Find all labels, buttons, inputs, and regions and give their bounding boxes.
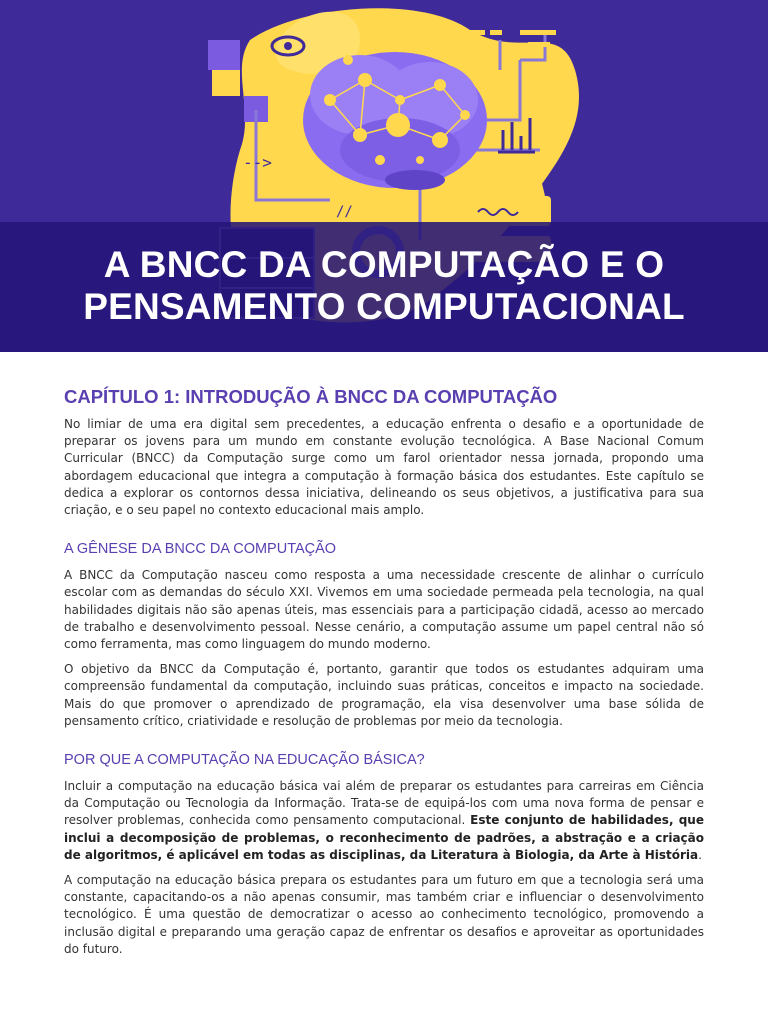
title-line-2: PENSAMENTO COMPUTACIONAL <box>83 286 685 327</box>
section-genese-paragraph-2: O objetivo da BNCC da Computação é, portanto, garantir que todos os estudantes adquiram uma compreensão fundamental da computação, incluindo suas práticas, conceitos e impacto na sociedade. Mais do que promover o aprendizado de programação, ela visa desenvolver uma base sólida de pensamento crítico, criatividade e resolução de problemas por meio da tecnologia. <box>64 662 704 728</box>
paragraph-text: Incluir a computação na educação básica vai além de preparar os estudantes para carreiras em Ciência da Computação ou Tecnologia da Informação. Trata-se de equipá-los com uma nova forma de pensar e resolver problemas, conhecida como pensamento computacional. <box>64 779 704 828</box>
section-porque-paragraph-1 <box>64 778 704 864</box>
svg-text:-->: --> <box>243 153 272 172</box>
page-title <box>0 244 768 328</box>
section-heading-genese: A GÊNESE DA BNCC DA COMPUTAÇÃO <box>64 541 337 558</box>
chapter-title: CAPÍTULO 1: INTRODUÇÃO À BNCC DA COMPUTAÇÃO <box>64 386 558 407</box>
document-body <box>64 384 704 966</box>
bold-highlight: Este conjunto de habilidades, que inclui a decomposição de problemas, o reconhecimento de padrões, a abstração e a criação de algoritmos, é aplicável em todas as disciplinas, da Literatura à Biologia, da Arte à História <box>64 813 704 862</box>
chapter-intro-paragraph: No limiar de uma era digital sem precedentes, a educação enfrenta o desafio e a oportunidade de preparar os jovens para um mundo em constante evolução tecnológica. A Base Nacional Comum Curricular (BNCC) da Computação surge como um farol orientador nessa jornada, propondo uma abordagem educacional que integra a computação à formação básica dos estudantes. Este capítulo se dedica a explorar os contornos dessa iniciativa, delineando os seus objetivos, a justificativa para sua criação, e o seu papel no contexto educacional mais amplo. <box>64 417 704 518</box>
section-porque-paragraph-2: A computação na educação básica prepara os estudantes para um futuro em que a tecnologia será uma constante, capacitando-os a não apenas consumir, mas também criar e influenciar o desenvolvimento tecnológico. É uma questão de democratizar o acesso ao conhecimento tecnológico, promovendo a inclusão digital e preparando uma geração capaz de enfrentar os desafios e aproveitar as oportunidades do futuro. <box>64 873 704 956</box>
section-heading-porque: POR QUE A COMPUTAÇÃO NA EDUCAÇÃO BÁSICA? <box>64 752 425 769</box>
puzzle-icon <box>208 40 240 70</box>
svg-text://: // <box>336 204 353 220</box>
paragraph-end: . <box>698 847 702 862</box>
title-line-1: A BNCC DA COMPUTAÇÃO E O <box>103 244 665 285</box>
hero-banner <box>0 0 768 352</box>
section-genese-paragraph-1: A BNCC da Computação nasceu como resposta a uma necessidade crescente de alinhar o currículo escolar com as demandas do século XXI. Vivemos em uma sociedade permeada pela tecnologia, na qual habilidades digitais não são apenas úteis, mas essenciais para a participação cidadã, acesso ao mercado de trabalho e desenvolvimento pessoal. Nesse cenário, a computação assume um papel central não só como ferramenta, mas como linguagem do mundo moderno. <box>64 568 704 652</box>
